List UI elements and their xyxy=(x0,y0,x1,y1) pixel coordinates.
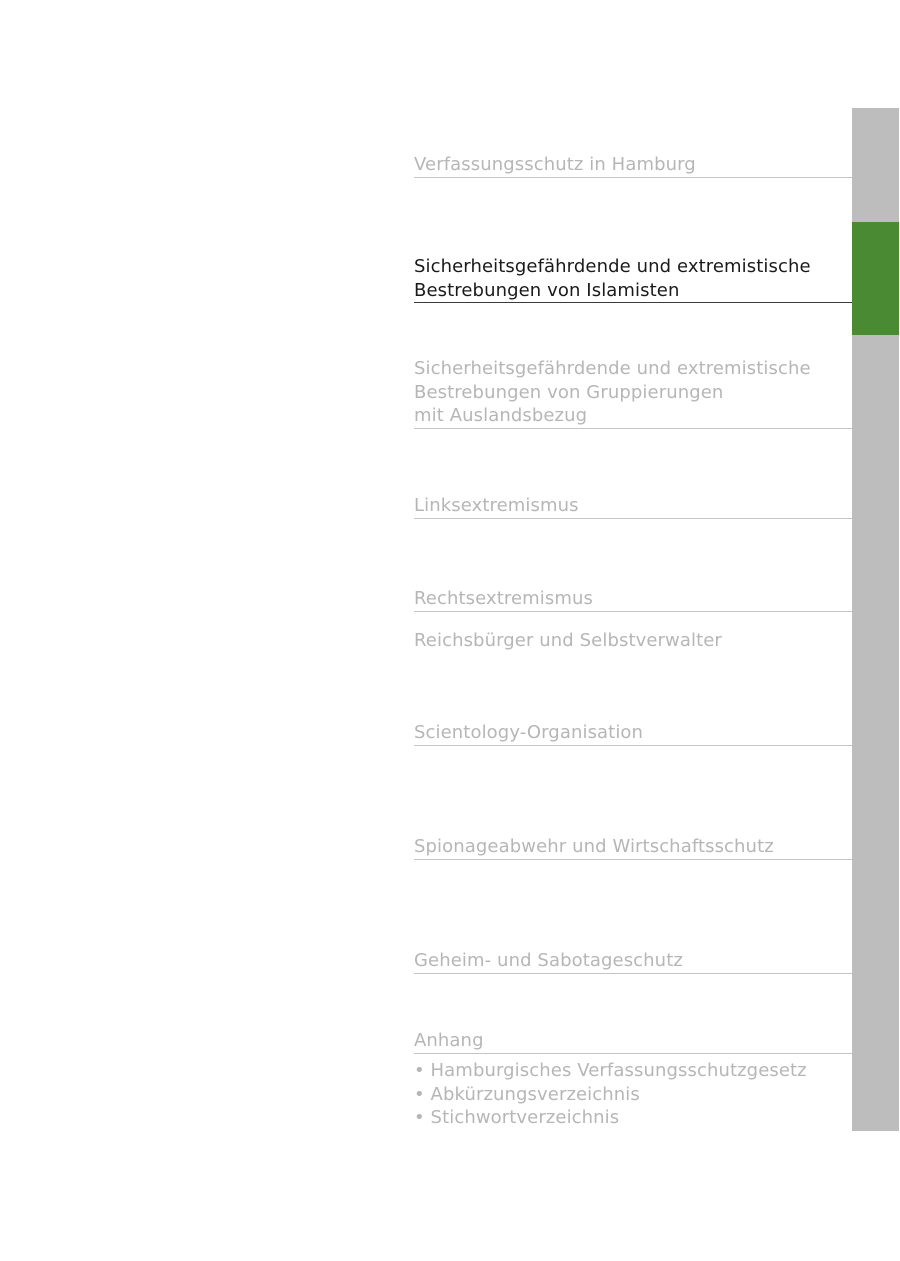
toc-entry-label: Geheim- und Sabotageschutz xyxy=(414,950,683,971)
toc-entry-islamisten[interactable] xyxy=(414,255,852,303)
active-chapter-marker xyxy=(852,222,899,335)
toc-entry-label: mit Auslandsbezug xyxy=(414,405,588,426)
anhang-list-item[interactable]: • Hamburgisches Verfassungsschutzgesetz xyxy=(414,1060,807,1081)
anhang-list xyxy=(414,1059,852,1130)
toc-entry-linksextremismus[interactable] xyxy=(414,494,852,519)
toc-entry-label: Bestrebungen von Gruppierungen xyxy=(414,381,724,403)
toc-entry-spionageabwehr[interactable] xyxy=(414,835,852,860)
toc-entry-label: Sicherheitsgefährdende und extremistische xyxy=(414,358,811,379)
toc-entry-label: Linksextremismus xyxy=(414,495,579,516)
toc-entry-rechtsextremismus[interactable] xyxy=(414,587,852,612)
toc-entry-geheimschutz[interactable] xyxy=(414,949,852,974)
toc-entry-label: Anhang xyxy=(414,1030,484,1051)
toc-entry-label: Verfassungsschutz in Hamburg xyxy=(414,154,696,175)
toc-subentry-reichsbuerger[interactable] xyxy=(414,629,852,653)
toc-entry-verfassungsschutz[interactable] xyxy=(414,153,852,178)
toc-entry-label: Bestrebungen von Islamisten xyxy=(414,279,680,301)
toc-entry-anhang[interactable] xyxy=(414,1029,852,1054)
toc-entry-auslandsbezug[interactable] xyxy=(414,357,852,429)
anhang-list-item[interactable]: • Stichwortverzeichnis xyxy=(414,1107,620,1128)
toc-entry-label: Scientology-Organisation xyxy=(414,722,644,743)
anhang-list-item[interactable]: • Abkürzungsverzeichnis xyxy=(414,1083,640,1105)
toc-entry-scientology[interactable] xyxy=(414,721,852,746)
toc-entry-label: Reichsbürger und Selbstverwalter xyxy=(414,630,722,651)
toc-entry-label: Spionageabwehr und Wirtschaftsschutz xyxy=(414,836,774,857)
toc-entry-label: Sicherheitsgefährdende und extremistische xyxy=(414,256,811,277)
toc-entry-label: Rechtsextremismus xyxy=(414,588,593,609)
